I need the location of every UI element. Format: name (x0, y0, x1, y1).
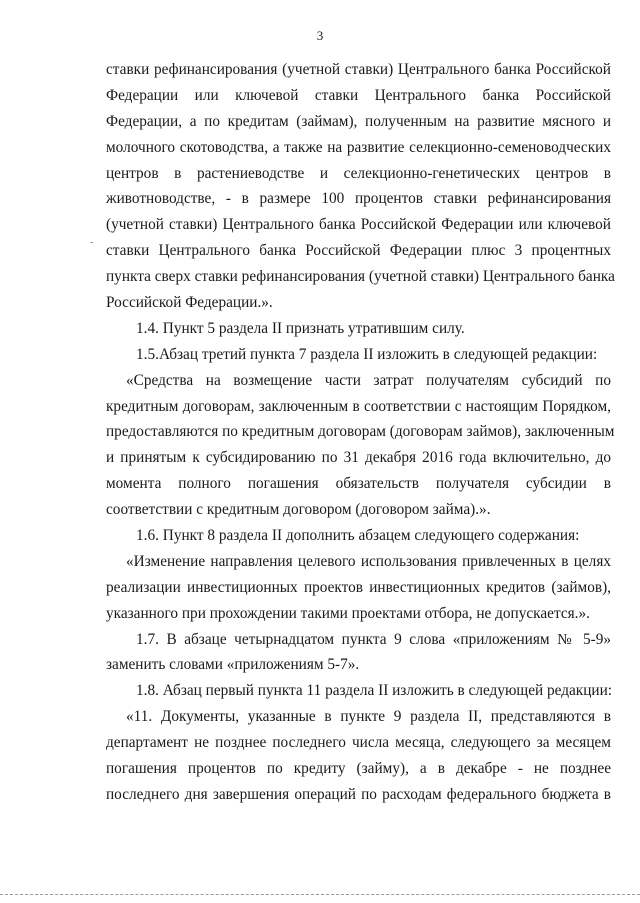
text-line: пункта сверх ставки рефинансирования (учетной ставки) Центрального банка (106, 268, 615, 286)
text-line: указанного при прохождении такими проектами отбора, не допускается.». (106, 604, 590, 622)
text-line: центров в растениеводстве и селекционно-генетических центров в (106, 164, 611, 182)
text-line: 1.6. Пункт 8 раздела II дополнить абзацем следующего содержания: (136, 527, 580, 545)
text-line: и принятым к субсидированию по 31 декабря 2016 года включительно, до (106, 449, 611, 467)
page-number: 3 (316, 28, 324, 43)
text-line: погашения процентов по кредиту (займу), а в декабре - не позднее (106, 760, 611, 778)
text-line: (учетной ставки) Центрального банка Российской Федерации или ключевой (106, 216, 611, 234)
document-body (106, 57, 615, 808)
text-line: «11. Документы, указанные в пункте 9 раздела II, представляются в (126, 708, 611, 726)
text-line: последнего дня завершения операций по расходам федерального бюджета в (106, 785, 611, 803)
text-line: заменить словами «приложениям 5-7». (106, 656, 360, 674)
text-line: реализации инвестиционных проектов инвестиционных кредитов (займов), (106, 578, 611, 596)
text-line: ставки Центрального банка Российской Федерации плюс 3 процентных (106, 242, 611, 260)
text-line: «Средства на возмещение части затрат получателям субсидий по (126, 371, 611, 389)
stray-mark: - (90, 237, 94, 248)
text-line: 1.8. Абзац первый пункта 11 раздела II изложить в следующей редакции: (136, 682, 613, 700)
text-line: кредитным договорам, заключенным в соответствии с настоящим Порядком, (106, 397, 611, 415)
text-line: Федерации или ключевой ставки Центрального банка Российской (106, 86, 611, 104)
text-line: молочного скотоводства, а также на развитие селекционно-семеноводческих (106, 138, 611, 156)
text-line: животноводстве, - в размере 100 процентов ставки рефинансирования (106, 190, 611, 208)
text-line: 1.5.Абзац третий пункта 7 раздела II изложить в следующей редакции: (136, 345, 598, 363)
text-line: ставки рефинансирования (учетной ставки) Центрального банка Российской (106, 61, 611, 78)
text-line: соответствии с кредитным договором (договором займа).». (106, 501, 491, 519)
text-line: момента полного погашения обязательств получателя субсидии в (106, 475, 611, 493)
text-line: «Изменение направления целевого использования привлеченных в целях (126, 552, 611, 570)
text-line: департамент не позднее последнего числа месяца, следующего за месяцем (106, 734, 611, 752)
text-line: Федерации, а по кредитам (займам), полученным на развитие мясного и (106, 112, 611, 130)
text-line: 1.7. В абзаце четырнадцатом пункта 9 слова «приложениям № 5-9» (136, 630, 611, 648)
text-line: 1.4. Пункт 5 раздела II признать утратившим силу. (136, 319, 465, 337)
scan-edge-line (0, 894, 640, 895)
text-line: предоставляются по кредитным договорам (договорам займов), заключенным (106, 423, 615, 441)
text-line: Российской Федерации.». (106, 294, 273, 312)
